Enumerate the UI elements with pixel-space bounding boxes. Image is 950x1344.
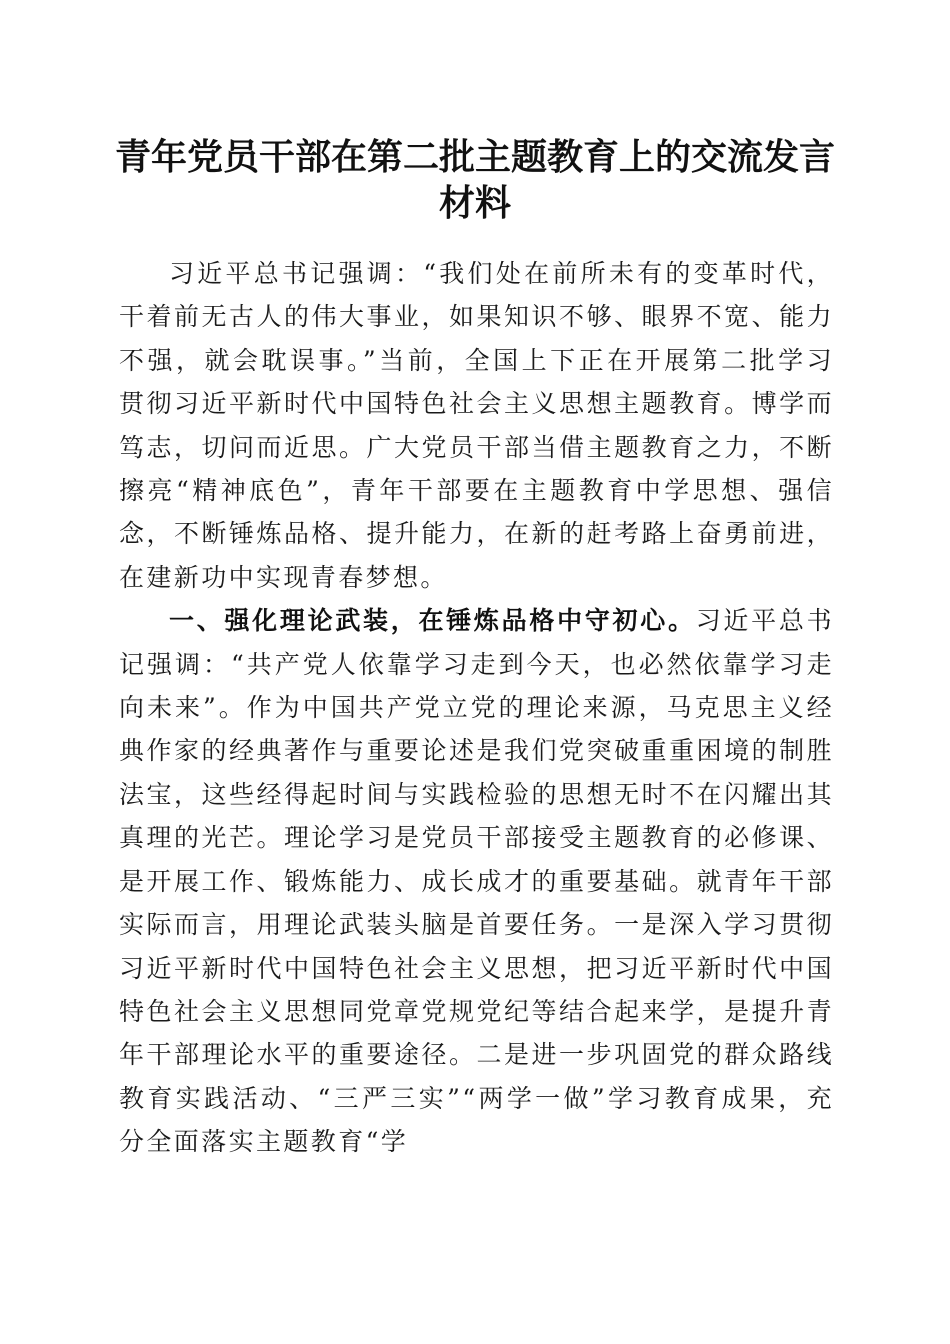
intro-paragraph: 习近平总书记强调：“我们处在前所未有的变革时代，干着前无古人的伟大事业，如果知识不够、眼界不宽、能力不强，就会耽误事。”当前，全国上下正在开展第二批学习贯彻习近平新时代中国特色社会主义思想主题教育。博学而笃志，切问而近思。广大党员干部当借主题教育之力，不断擦亮“精神底色”，青年干部要在主题教育中学思想、强信念，不断锤炼品格、提升能力，在新的赶考路上奋勇前进，在建新功中实现青春梦想。 (119, 259, 834, 592)
document-body (119, 252, 834, 1164)
section-1-paragraph (119, 599, 834, 1163)
document-title (100, 134, 850, 226)
section-1-body: 习近平总书记强调：“共产党人依靠学习走到今天，也必然依靠学习走向未来”。作为中国共产党立党的理论来源，马克思主义经典作家的经典著作与重要论述是我们党突破重重困境的制胜法宝，这些经得起时间与实践检验的思想无时不在闪耀出其真理的光芒。理论学习是党员干部接受主题教育的必修课、是开展工作、锻炼能力、成长成才的重要基础。就青年干部实际而言，用理论武装头脑是首要任务。一是深入学习贯彻习近平新时代中国特色社会主义思想，把习近平新时代中国特色社会主义思想同党章党规党纪等结合起来学，是提升青年干部理论水平的重要途径。二是进一步巩固党的群众路线教育实践活动、“三严三实”“两学一做”学习教育成果，充分全面落实主题教育“学 (119, 606, 834, 1157)
title-line-1: 青年党员干部在第二批主题教育上的交流发言 (114, 136, 835, 178)
section-1-heading: 一、强化理论武装，在锤炼品格中守初心。 (169, 606, 696, 636)
title-line-2: 材料 (438, 182, 511, 224)
